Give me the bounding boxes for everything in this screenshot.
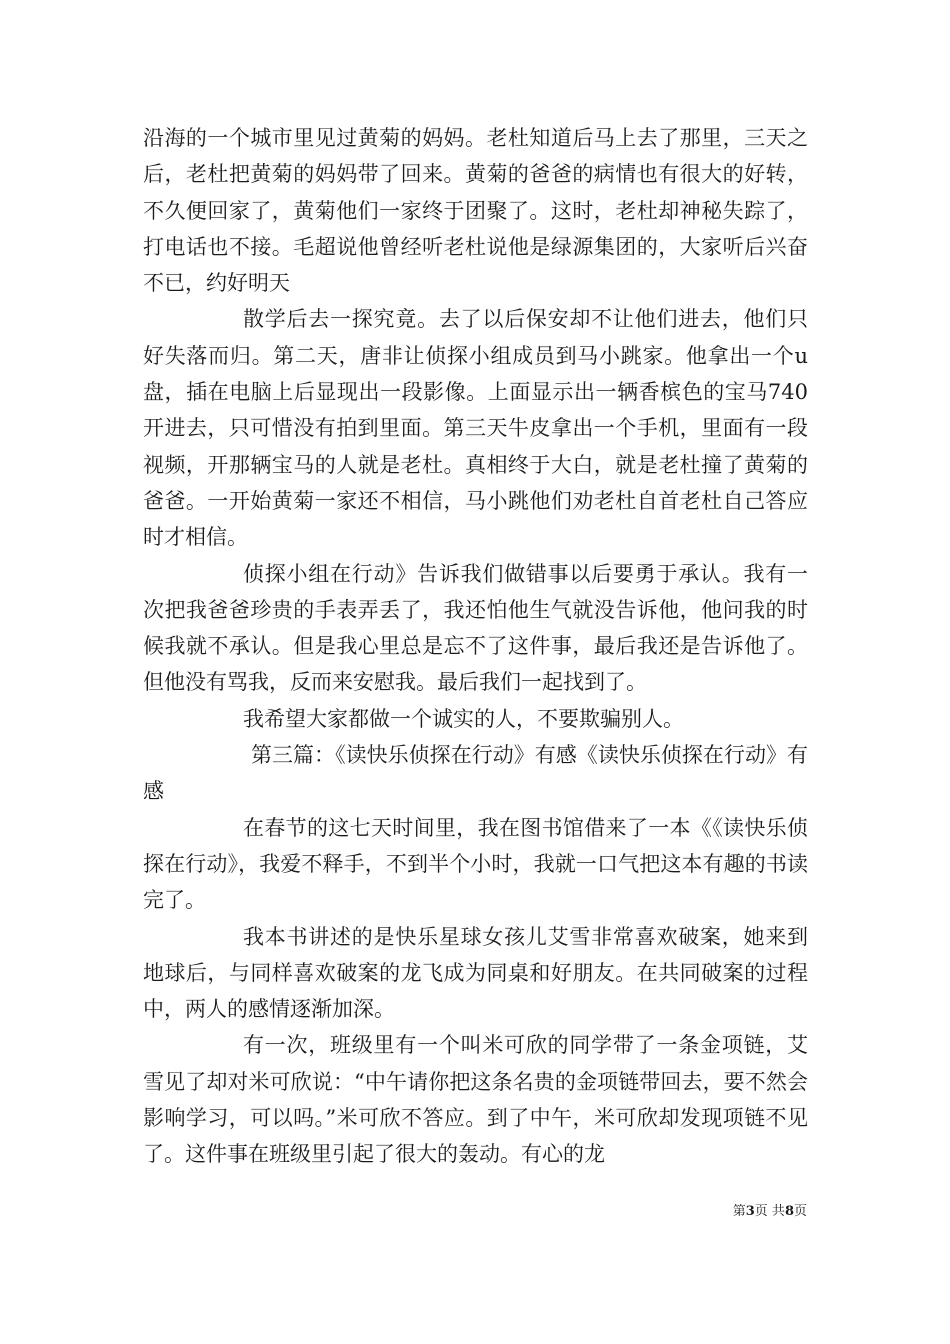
paragraph-5: 在春节的这七天时间里，我在图书馆借来了一本《《读快乐侦探在行动》，我爱不释手，不到半个小时，我就一口气把这本有趣的书读完了。 bbox=[143, 815, 808, 913]
footer-prefix: 第 bbox=[732, 1204, 746, 1219]
footer-current-page: 3 bbox=[745, 1204, 755, 1219]
footer-suffix: 页 bbox=[793, 1204, 807, 1219]
footer-middle: 页 共 bbox=[754, 1204, 785, 1219]
paragraph-6: 我本书讲述的是快乐星球女孩儿艾雪非常喜欢破案，她来到地球后，与同样喜欢破案的龙飞成为同桌和好朋友。在共同破案的过程中，两人的感情逐渐加深。 bbox=[143, 924, 808, 1022]
paragraph-7: 有一次，班级里有一个叫米可欣的同学带了一条金项链，艾雪见了却对米可欣说：“中午请你把这条名贵的金项链带回去，要不然会影响学习，可以吗。”米可欣不答应。到了中午，米可欣却发现项链不见了。这件事在班级里引起了很大的轰动。有心的龙 bbox=[143, 1033, 808, 1167]
section-heading: 第三篇：《读快乐侦探在行动》有感《读快乐侦探在行动》有感 bbox=[143, 743, 808, 804]
paragraph-2: 散学后去一探究竟。去了以后保安却不让他们进去，他们只好失落而归。第二天，唐非让侦探小组成员到马小跳家。他拿出一个u盘，插在电脑上后显现出一段影像。上面显示出一辆香槟色的宝马740开进去，只可惜没有拍到里面。第三天牛皮拿出一个手机，里面有一段视频，开那辆宝马的人就是老杜。真相终于大白，就是老杜撞了黄菊的爸爸。一开始黄菊一家还不相信，马小跳他们劝老杜自首老杜自己答应时才相信。 bbox=[143, 307, 808, 550]
footer-total-pages: 8 bbox=[784, 1204, 794, 1219]
body-text bbox=[143, 120, 808, 1173]
page-footer bbox=[733, 1203, 807, 1221]
paragraph-1: 沿海的一个城市里见过黄菊的妈妈。老杜知道后马上去了那里，三天之后，老杜把黄菊的妈妈带了回来。黄菊的爸爸的病情也有很大的好转，不久便回家了，黄菊他们一家终于团聚了。这时，老杜却神秘失踪了，打电话也不接。毛超说他曾经听老杜说他是绿源集团的，大家听后兴奋不已，约好明天 bbox=[143, 126, 808, 296]
paragraph-3: 侦探小组在行动》告诉我们做错事以后要勇于承认。我有一次把我爸爸珍贵的手表弄丢了，我还怕他生气就没告诉他，他问我的时候我就不承认。但是我心里总是忘不了这件事，最后我还是告诉他了。但他没有骂我，反而来安慰我。最后我们一起找到了。 bbox=[143, 561, 808, 695]
paragraph-4: 我希望大家都做一个诚实的人，不要欺骗别人。 bbox=[243, 706, 684, 731]
